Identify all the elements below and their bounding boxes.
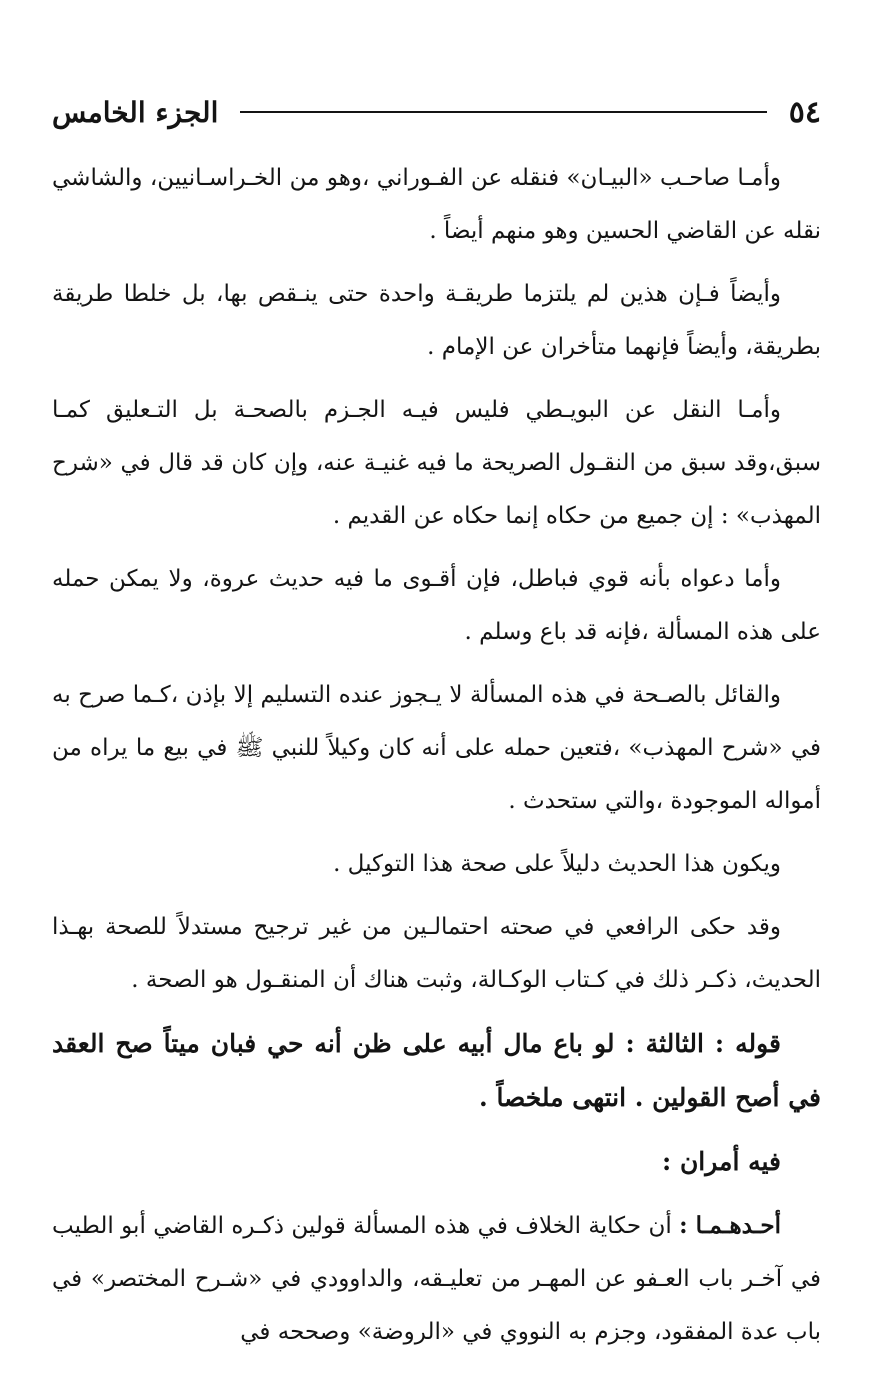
paragraph: والقائل بالصـحة في هذه المسألة لا يـجوز عنده التسليم إلا بإذن ،كـما صرح به في «شرح المهذب» ،فتعين حمله على أنه كان وكيلاً للنبي ﷺ في بيع ما يراه من أمواله الموجودة ،والتي ستحدث . [52,682,821,814]
final-paragraph-lead: أحـدهـمـا : [679,1212,782,1239]
paragraph: وأمـا النقل عن البويـطي فليس فيـه الجـزم بالصحـة بل التـعليق كمـا سبق،وقد سبق من النقـول الصريحة ما فيه غنيـة عنه، وإن كان قد قال في «شرح المهذب» : إن جميع من حكاه إنما حكاه عن القديم . [52,397,821,529]
page-header [52,80,821,144]
quoted-passage: قوله : الثالثة : لو باع مال أبيه على ظن أنه حي فبان ميتاً صح العقد في أصح القولين . انتهى ملخصاً . [52,1029,821,1112]
paragraph: وقد حكى الرافعي في صحته احتمالـين من غير ترجيح مستدلاً للصحة بهـذا الحديث، ذكـر ذلك في كـتاب الوكـالة، وثبت هناك أن المنقـول هو الصحة . [52,914,821,993]
header-rule [240,111,766,113]
paragraph: وأمـا صاحـب «البيـان» فنقله عن الفـوراني ،وهو من الخـراسـانيين، والشاشي نقله عن القاضي الحسين وهو منهم أيضاً . [52,165,821,244]
final-paragraph [52,1199,821,1359]
final-paragraph-text: أن حكاية الخلاف في هذه المسألة قولين ذكـره القاضي أبو الطيب في آخـر باب العـفو عن المهـر من تعليـقه، والداوودي في «شـرح المختصر» في باب عدة المفقود، وجزم به النووي في «الروضة» وصححه في [52,1213,821,1345]
paragraph: ويكون هذا الحديث دليلاً على صحة هذا التوكيل . [333,851,781,877]
page-number: ٥٤ [788,94,821,130]
paragraph: وأما دعواه بأنه قوي فباطل، فإن أقـوى ما فيه حديث عروة، ولا يمكن حمله على هذه المسألة ،فإنه قد باع وسلم . [52,566,821,645]
page-body [52,152,821,1359]
paragraph: وأيضاً فـإن هذين لم يلتزما طريقـة واحدة حتى ينـقص بها، بل خلطا طريقة بطريقة، وأيضاً فإنهما متأخران عن الإمام . [52,281,821,360]
subheading: فيه أمران : [662,1147,781,1176]
running-title: الجزء الخامس [52,95,219,129]
